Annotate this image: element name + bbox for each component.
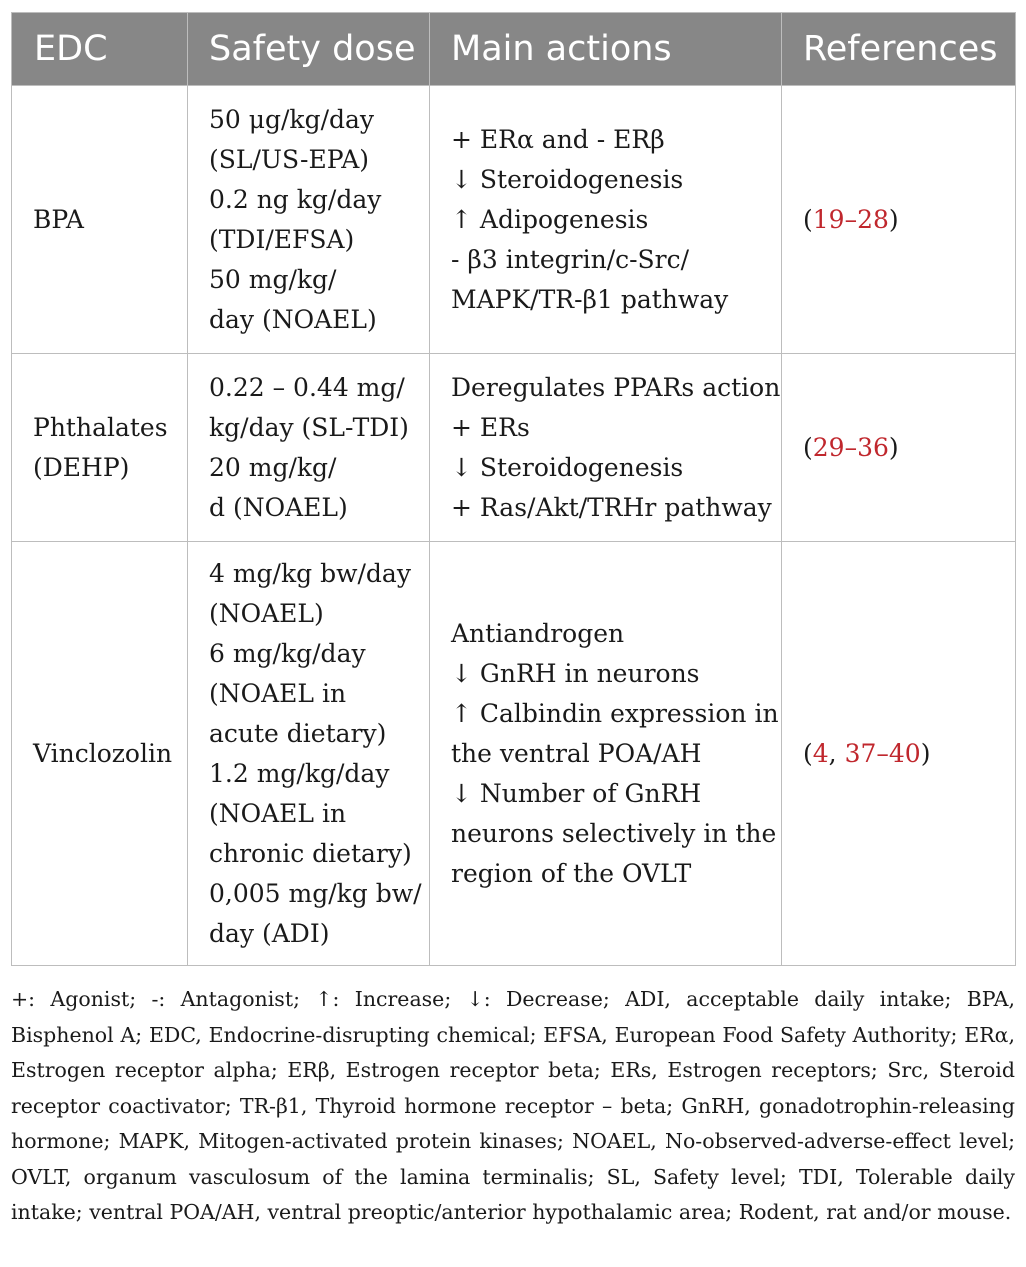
safety-dose-cell-line: acute dietary) [209, 718, 387, 748]
edc-cell [12, 354, 188, 542]
safety-dose-cell-line: (NOAEL) [209, 598, 324, 628]
safety-dose-cell-line: (SL/US-EPA) [209, 144, 370, 174]
ref-close-paren: ) [920, 738, 931, 768]
table-body [12, 86, 1016, 966]
main-actions-cell-line: region of the OVLT [451, 858, 692, 888]
references-line [803, 428, 1005, 468]
safety-dose-cell-line: 0.22 – 0.44 mg/ [209, 372, 405, 402]
reference-link[interactable]: 29–36 [812, 432, 889, 462]
safety-dose-cell-line: day (NOAEL) [209, 304, 377, 334]
header-main-actions: Main actions [430, 13, 782, 86]
table-container [11, 12, 1015, 966]
main-actions-cell-line: ↓ Steroidogenesis [451, 452, 684, 482]
main-actions-cell-line: ↓ Number of GnRH [451, 778, 702, 808]
ref-open-paren: ( [803, 432, 813, 462]
main-actions-cell [430, 354, 782, 542]
main-actions-cell-line: Deregulates PPARs action [451, 372, 781, 402]
safety-dose-cell-line: 4 mg/kg bw/day [209, 558, 411, 588]
main-actions-cell-line: ↓ GnRH in neurons [451, 658, 700, 688]
reference-link[interactable]: 37–40 [844, 738, 921, 768]
safety-dose-cell-line: kg/day (SL-TDI) [209, 412, 409, 442]
references-cell [782, 86, 1016, 354]
ref-open-paren: ( [803, 204, 813, 234]
reference-link[interactable]: 19–28 [812, 204, 889, 234]
table-row [12, 542, 1016, 966]
table-row [12, 354, 1016, 542]
safety-dose-cell-line: 0.2 ng kg/day [209, 184, 382, 214]
references-cell [782, 542, 1016, 966]
safety-dose-cell-line: 1.2 mg/kg/day [209, 758, 390, 788]
safety-dose-cell-line: 20 mg/kg/ [209, 452, 337, 482]
safety-dose-cell-line: day (ADI) [209, 918, 330, 948]
main-actions-cell-line: ↑ Adipogenesis [451, 204, 649, 234]
reference-link[interactable]: 4 [812, 738, 829, 768]
safety-dose-cell [188, 354, 430, 542]
edc-table [11, 12, 1016, 966]
edc-cell-line: Phthalates [33, 412, 168, 442]
edc-cell-line: (DEHP) [33, 452, 130, 482]
edc-cell-line: Vinclozolin [33, 738, 173, 768]
edc-cell [12, 86, 188, 354]
safety-dose-cell [188, 86, 430, 354]
main-actions-cell [430, 86, 782, 354]
ref-separator: , [828, 738, 845, 768]
safety-dose-cell-line: (NOAEL in [209, 678, 347, 708]
main-actions-cell-line: neurons selectively in the [451, 818, 777, 848]
safety-dose-cell [188, 542, 430, 966]
safety-dose-cell-line: d (NOAEL) [209, 492, 348, 522]
table-header-row [12, 13, 1016, 86]
ref-close-paren: ) [888, 204, 899, 234]
safety-dose-cell-line: (NOAEL in [209, 798, 347, 828]
ref-close-paren: ) [888, 432, 899, 462]
main-actions-cell-line: ↑ Calbindin expression in [451, 698, 779, 728]
safety-dose-cell-line: (TDI/EFSA) [209, 224, 355, 254]
header-edc: EDC [12, 13, 188, 86]
main-actions-cell-line: the ventral POA/AH [451, 738, 702, 768]
main-actions-cell-line: Antiandrogen [451, 618, 625, 648]
references-line [803, 734, 1005, 774]
safety-dose-cell-line: 50 mg/kg/ [209, 264, 337, 294]
table-footnote: +: Agonist; -: Antagonist; ↑: Increase; ↓: Decrease; ADI, acceptable daily intake; BPA, Bisphenol A; EDC, Endocrine-disrupting chemical; EFSA, European Food Safety Authority; ERα, Estrogen receptor alpha; ERβ, Estrogen receptor beta; ERs, Estrogen receptors; Src, Steroid receptor coactivator; TR-β1, Thyroid hormone receptor – beta; GnRH, gonadotrophin-releasing hormone; MAPK, Mitogen-activated protein kinases; NOAEL, No-observed-adverse-effect level; OVLT, organum vasculosum of the lamina terminalis; SL, Safety level; TDI, Tolerable daily intake; ventral POA/AH, ventral preoptic/anterior hypothalamic area; Rodent, rat and/or mouse. [11, 987, 1015, 1224]
main-actions-cell-line: + Ras/Akt/TRHr pathway [451, 492, 772, 522]
main-actions-cell [430, 542, 782, 966]
ref-open-paren: ( [803, 738, 813, 768]
references-cell [782, 354, 1016, 542]
safety-dose-cell-line: 50 μg/kg/day [209, 104, 375, 134]
table-row [12, 86, 1016, 354]
safety-dose-cell-line: chronic dietary) [209, 838, 412, 868]
main-actions-cell-line: ↓ Steroidogenesis [451, 164, 684, 194]
edc-cell-line: BPA [33, 204, 84, 234]
main-actions-cell-line: + ERα and - ERβ [451, 124, 665, 154]
header-safety-dose: Safety dose [188, 13, 430, 86]
header-references: References [782, 13, 1016, 86]
main-actions-cell-line: + ERs [451, 412, 530, 442]
safety-dose-cell-line: 0,005 mg/kg bw/ [209, 878, 422, 908]
main-actions-cell-line: - β3 integrin/c-Src/ [451, 244, 690, 274]
safety-dose-cell-line: 6 mg/kg/day [209, 638, 366, 668]
main-actions-cell-line: MAPK/TR-β1 pathway [451, 284, 729, 314]
edc-cell [12, 542, 188, 966]
references-line [803, 200, 1005, 240]
